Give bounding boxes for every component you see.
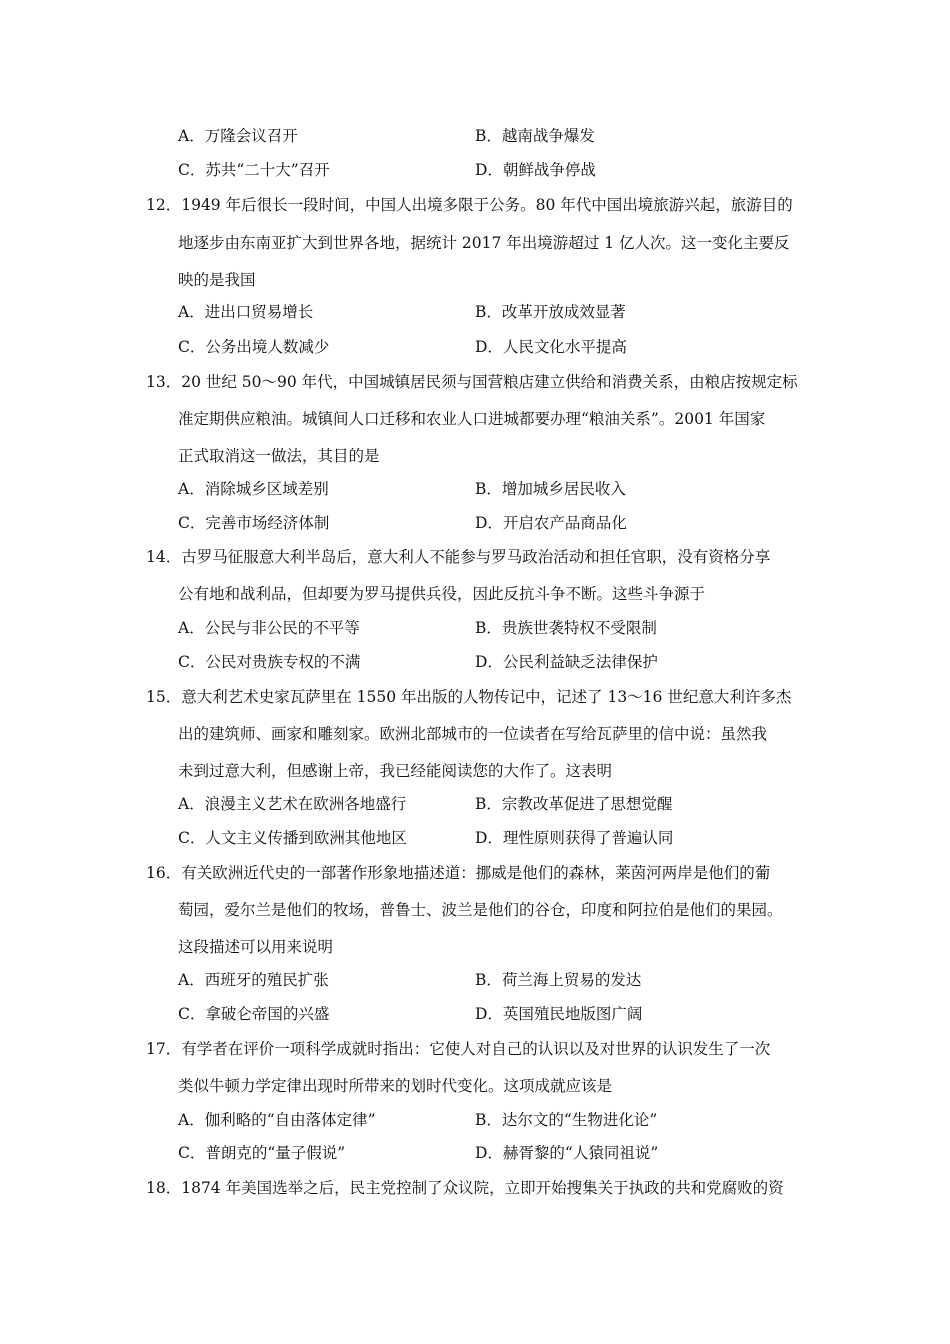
q17-option-b: B．达尔文的“生物进化论” <box>475 1111 658 1129</box>
q14-option-c: C．公民对贵族专权的不满 <box>178 653 361 671</box>
q13-stem-line-3: 正式取消这一做法，其目的是 <box>178 447 380 465</box>
q17-stem-line-2: 类似牛顿力学定律出现时所带来的划时代变化。这项成就应该是 <box>178 1077 613 1095</box>
q13-option-b: B．增加城乡居民收入 <box>475 480 626 498</box>
q13-option-a: A．消除城乡区域差别 <box>178 480 329 498</box>
q12-option-c: C．公务出境人数减少 <box>178 338 330 356</box>
q17-option-a: A．伽利略的“自由落体定律” <box>178 1111 376 1129</box>
q17-option-d: D．赫胥黎的“人猿同祖说” <box>475 1144 659 1162</box>
q16-option-b: B．荷兰海上贸易的发达 <box>475 971 642 989</box>
q14-stem-line-1: 14．古罗马征服意大利半岛后，意大利人不能参与罗马政治活动和担任官职，没有资格分享 <box>146 548 771 566</box>
q14-stem-line-2: 公有地和战利品，但却要为罗马提供兵役，因此反抗斗争不断。这些斗争源于 <box>178 585 706 603</box>
q12-option-a: A．进出口贸易增长 <box>178 303 314 321</box>
q15-option-b: B．宗教改革促进了思想觉醒 <box>475 795 673 813</box>
q12-stem-line-1: 12．1949 年后很长一段时间，中国人出境多限于公务。80 年代中国出境旅游兴起，旅游目的 <box>146 196 793 214</box>
q13-stem-line-2: 准定期供应粮油。城镇间人口迁移和农业人口进城都要办理“粮油关系”。2001 年国家 <box>178 410 766 428</box>
q11-option-a: A．万隆会议召开 <box>178 127 298 145</box>
q13-stem-line-1: 13．20 世纪 50～90 年代，中国城镇居民须与国营粮店建立供给和消费关系，由粮店按规定标 <box>146 373 798 391</box>
q16-stem-line-3: 这段描述可以用来说明 <box>178 938 334 956</box>
q15-stem-line-3: 未到过意大利，但感谢上帝，我已经能阅读您的大作了。这表明 <box>178 762 613 780</box>
q15-stem-line-1: 15．意大利艺术史家瓦萨里在 1550 年出版的人物传记中，记述了 13～16 世纪意大利许多杰 <box>146 688 792 706</box>
q15-option-c: C．人文主义传播到欧洲其他地区 <box>178 829 407 847</box>
q16-option-a: A．西班牙的殖民扩张 <box>178 971 329 989</box>
q12-stem-line-2: 地逐步由东南亚扩大到世界各地，据统计 2017 年出境游超过 1 亿人次。这一变化主要反 <box>178 234 790 252</box>
q14-option-a: A．公民与非公民的不平等 <box>178 619 360 637</box>
q18-stem-line-1: 18．1874 年美国选举之后，民主党控制了众议院，立即开始搜集关于执政的共和党腐败的资 <box>146 1179 784 1197</box>
q11-option-c: C．苏共“二十大”召开 <box>178 161 330 179</box>
q16-option-c: C．拿破仑帝国的兴盛 <box>178 1005 330 1023</box>
q13-option-c: C．完善市场经济体制 <box>178 514 330 532</box>
q16-stem-line-1: 16．有关欧洲近代史的一部著作形象地描述道：挪威是他们的森林，莱茵河两岸是他们的葡 <box>146 864 771 882</box>
q17-stem-line-1: 17．有学者在评价一项科学成就时指出：它使人对自己的认识以及对世界的认识发生了一次 <box>146 1040 771 1058</box>
q15-option-a: A．浪漫主义艺术在欧洲各地盛行 <box>178 795 407 813</box>
q12-option-b: B．改革开放成效显著 <box>475 303 626 321</box>
q15-option-d: D．理性原则获得了普遍认同 <box>475 829 674 847</box>
q11-option-d: D．朝鲜战争停战 <box>475 161 596 179</box>
q13-option-d: D．开启农产品商品化 <box>475 514 627 532</box>
q12-stem-line-3: 映的是我国 <box>178 271 256 289</box>
q14-option-b: B．贵族世袭特权不受限制 <box>475 619 657 637</box>
q16-stem-line-2: 萄园，爱尔兰是他们的牧场，普鲁士、波兰是他们的谷仓，印度和阿拉伯是他们的果园。 <box>178 901 783 919</box>
q14-option-d: D．公民利益缺乏法律保护 <box>475 653 658 671</box>
q17-option-c: C．普朗克的“量子假说” <box>178 1144 346 1162</box>
q11-option-b: B．越南战争爆发 <box>475 127 595 145</box>
q16-option-d: D．英国殖民地版图广阔 <box>475 1005 643 1023</box>
q12-option-d: D．人民文化水平提高 <box>475 338 627 356</box>
q15-stem-line-2: 出的建筑师、画家和雕刻家。欧洲北部城市的一位读者在写给瓦萨里的信中说：虽然我 <box>178 725 768 743</box>
